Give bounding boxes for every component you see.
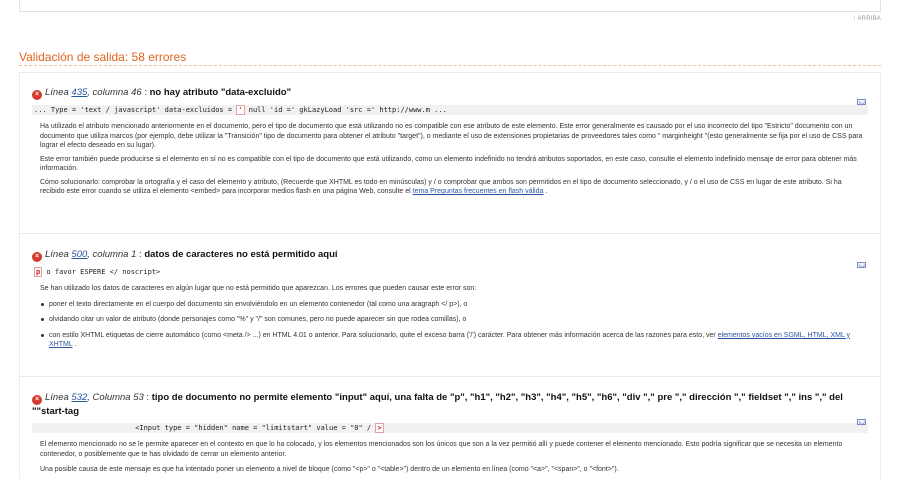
email-icon[interactable] bbox=[857, 99, 866, 105]
column-text: , columna 1 bbox=[87, 249, 137, 260]
line-label: Línea bbox=[45, 87, 69, 98]
column-text: , Columna 53 bbox=[87, 392, 144, 403]
code-snippet bbox=[32, 267, 868, 277]
code-before: ... Type = 'text / javascript' data-excluidos = bbox=[34, 106, 237, 114]
explanation-paragraph: Este error también puede producirse si el elemento en sí no es compatible con el tipo de documento que está utilizando, como un elemento indefinido no tendrá atributos soportados, en este caso, consulte el elemento indefinido mensaje de error para obtener más información. bbox=[40, 155, 857, 172]
error-heading bbox=[32, 86, 868, 100]
error-message: datos de caracteres no está permitido aquí bbox=[144, 249, 338, 260]
cause-item bbox=[40, 331, 868, 350]
error-entry bbox=[32, 248, 868, 356]
code-after: o favor ESPERE </ noscript> bbox=[42, 268, 161, 276]
error-explanation bbox=[32, 122, 868, 197]
email-icon[interactable] bbox=[857, 419, 866, 425]
error-heading bbox=[32, 391, 868, 418]
code-before: <Input type = "hidden" name = "limitstart" value = "0" / bbox=[34, 424, 376, 432]
cause-item: poner el texto directamente en el cuerpo del documento sin envolviéndolo en un elemento contenedor (tal como una aragraph </ p>), o bbox=[40, 300, 868, 310]
empty-elements-link[interactable]: elementos vacíos en SGML, HTML, XML y XHTML bbox=[49, 331, 851, 348]
explanation-paragraph bbox=[40, 178, 868, 197]
line-number-link[interactable]: 500 bbox=[71, 249, 88, 260]
entry-divider bbox=[20, 233, 880, 234]
error-icon: × bbox=[32, 395, 42, 405]
error-message: tipo de documento no permite elemento "input" aquí, una falta de "p", "h1", "h2", "h3", "h4", "h5", "h6", "div "," pre "," dirección "," fieldset "," ins "," del ""start-tag bbox=[32, 392, 843, 417]
explanation-paragraph: Ha utilizado el atributo mencionado anteriormente en el documento, pero el tipo de documento que está utilizando no es compatible con ese atributo de este elemento. Este error generalmente es causado por el uso incorrecto del tipo "Estricto" documento con un documento que utiliza marcos (por ejemplo, debe utilizar la "Transición" tipo de documento para obtener el atributo "target"), o mediante el uso de extensiones propietarias de proveedores tales como " marginheight "(esto generalmente se fija por el uso de CSS para lograr el efecto deseado en su lugar). bbox=[40, 123, 863, 149]
line-number-link[interactable]: 435 bbox=[71, 87, 88, 98]
section-divider bbox=[19, 65, 881, 66]
separator: : bbox=[136, 249, 145, 260]
section-title: Validación de salida: 58 errores bbox=[19, 50, 187, 64]
fix-text: Cómo solucionarlo: comprobar la ortografía y el caso del elemento y atributo, (Recuerde que XHTML es todo en minúsculas) y / o comprobar que ambos son permitidos en el tipo de documento seleccionado, y / o el uso de CSS en lugar de este atributo. Si ha recibido este error cuando se utiliza el elemento <embed> para incorporar medios flash en una página Web, consulte el bbox=[40, 178, 842, 195]
error-entry bbox=[32, 86, 868, 201]
code-after: null 'id =' gkLazyLoad 'src =' http://www.m ... bbox=[244, 106, 447, 114]
cause-text-end: . bbox=[72, 341, 77, 348]
errors-panel bbox=[19, 72, 881, 479]
error-explanation bbox=[32, 440, 868, 475]
error-icon: × bbox=[32, 90, 42, 100]
code-highlight: > bbox=[377, 424, 382, 432]
line-label: Línea bbox=[45, 249, 69, 260]
explanation-paragraph: Una posible causa de este mensaje es que ha intentado poner un elemento a nivel de bloque (como "<p>" o "<table>") dentro de un elemento en línea (como "<a>", "<span>", o "<font>"). bbox=[40, 466, 619, 473]
fix-text-end: . bbox=[543, 188, 548, 195]
explanation-intro: Se han utilizado los datos de caracteres en algún lugar que no está permitido que aparezcan. Los errores que pueden causar este error son: bbox=[40, 285, 477, 292]
explanation-paragraph: El elemento mencionado no se le permite aparecer en el contexto en que lo ha colocado, y los elementos mencionados son los únicos que son a la vez permitió allí y puede contener el elemento mencionado. Esto podría significar que se necesita un elemento contenedor, o posiblemente que te has olvidado de cerrar un elemento anterior. bbox=[40, 441, 843, 458]
entry-divider bbox=[20, 376, 880, 377]
line-number-link[interactable]: 532 bbox=[71, 392, 88, 403]
error-explanation bbox=[32, 284, 868, 350]
code-snippet bbox=[32, 105, 868, 115]
separator: : bbox=[143, 392, 152, 403]
separator: : bbox=[141, 87, 150, 98]
error-message: no hay atributo "data-excluido" bbox=[149, 87, 292, 98]
cause-item: olvidando citar un valor de atributo (donde personajes como "%" y "/" son comunes, pero no puede aparecer sin que rodea comillas), o bbox=[40, 315, 868, 325]
previous-panel bbox=[19, 0, 881, 12]
code-snippet bbox=[32, 423, 868, 433]
code-highlight: p bbox=[36, 268, 41, 276]
email-icon[interactable] bbox=[857, 262, 866, 268]
line-label: Línea bbox=[45, 392, 69, 403]
back-to-top-link[interactable]: ↑ ARRIBA bbox=[852, 16, 881, 22]
error-icon: × bbox=[32, 252, 42, 262]
flash-faq-link[interactable]: tema Preguntas frecuentes en flash válida bbox=[412, 188, 544, 195]
cause-list bbox=[40, 300, 868, 350]
error-heading bbox=[32, 248, 868, 262]
code-highlight: ' bbox=[238, 106, 243, 114]
column-text: , columna 46 bbox=[87, 87, 142, 98]
cause-text: con estilo XHTML etiquetas de cierre automático (como <meta /> ...) en HTML 4.01 o anterior. Para solucionarlo, quite el exceso barra ('/') carácter. Para obtener más información acerca de las razones para esto, ver bbox=[49, 331, 718, 339]
error-entry bbox=[32, 391, 868, 479]
